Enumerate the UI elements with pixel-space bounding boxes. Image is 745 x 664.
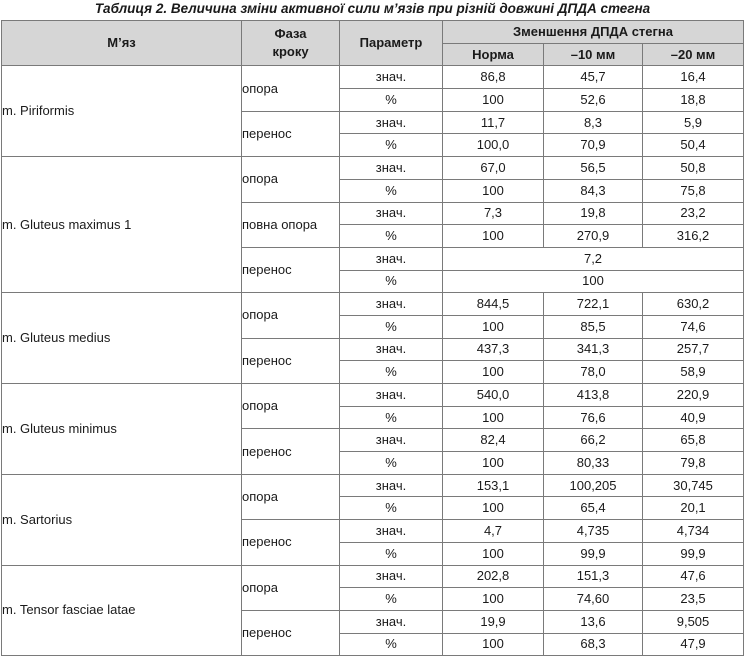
muscle-name: m. Gluteus maximus 1 — [2, 157, 242, 293]
param-label: знач. — [340, 247, 443, 270]
header-phase-line2: кроку — [272, 44, 309, 60]
value-minus20: 316,2 — [643, 225, 744, 248]
value-norm: 19,9 — [443, 610, 544, 633]
param-label: % — [340, 134, 443, 157]
value-minus10: 84,3 — [544, 179, 643, 202]
value-norm: 100 — [443, 406, 544, 429]
phase-name: опора — [242, 157, 340, 202]
value-minus10: 151,3 — [544, 565, 643, 588]
param-label: знач. — [340, 66, 443, 89]
value-minus20: 23,2 — [643, 202, 744, 225]
param-label: знач. — [340, 429, 443, 452]
value-minus20: 4,734 — [643, 520, 744, 543]
value-norm: 100 — [443, 633, 544, 656]
value-minus20: 630,2 — [643, 293, 744, 316]
value-minus10: 270,9 — [544, 225, 643, 248]
value-minus20: 30,745 — [643, 474, 744, 497]
value-minus20: 47,6 — [643, 565, 744, 588]
value-norm: 100 — [443, 179, 544, 202]
phase-name: перенос — [242, 247, 340, 292]
param-label: знач. — [340, 610, 443, 633]
param-label: знач. — [340, 474, 443, 497]
phase-name: перенос — [242, 610, 340, 655]
value-minus10: 45,7 — [544, 66, 643, 89]
header-norm: Норма — [443, 43, 544, 66]
value-minus20: 50,4 — [643, 134, 744, 157]
value-minus20: 23,5 — [643, 588, 744, 611]
value-norm: 100 — [443, 542, 544, 565]
table-row — [2, 474, 744, 497]
value-norm: 82,4 — [443, 429, 544, 452]
value-norm: 100 — [443, 361, 544, 384]
header-param: Параметр — [340, 21, 443, 66]
param-label: % — [340, 361, 443, 384]
muscle-name: m. Piriformis — [2, 66, 242, 157]
value-minus10: 70,9 — [544, 134, 643, 157]
value-minus10: 74,60 — [544, 588, 643, 611]
header-reduction-group: Зменшення ДПДА стегна — [443, 21, 744, 44]
value-minus20: 47,9 — [643, 633, 744, 656]
header-minus10: –10 мм — [544, 43, 643, 66]
value-minus10: 80,33 — [544, 452, 643, 475]
muscle-force-table — [1, 20, 744, 656]
param-label: знач. — [340, 293, 443, 316]
value-minus20: 79,8 — [643, 452, 744, 475]
value-minus10: 78,0 — [544, 361, 643, 384]
value-minus10: 68,3 — [544, 633, 643, 656]
phase-name: перенос — [242, 111, 340, 156]
param-label: % — [340, 633, 443, 656]
table-row — [2, 565, 744, 588]
value-norm: 7,3 — [443, 202, 544, 225]
phase-name: опора — [242, 293, 340, 338]
param-label: % — [340, 452, 443, 475]
value-minus10: 19,8 — [544, 202, 643, 225]
header-phase — [242, 21, 340, 66]
param-label: % — [340, 270, 443, 293]
value-norm: 100,0 — [443, 134, 544, 157]
phase-name: перенос — [242, 520, 340, 565]
value-minus20: 18,8 — [643, 89, 744, 112]
value-minus10: 13,6 — [544, 610, 643, 633]
value-norm: 100 — [443, 315, 544, 338]
value-minus10: 8,3 — [544, 111, 643, 134]
phase-name: перенос — [242, 338, 340, 383]
muscle-name: m. Gluteus medius — [2, 293, 242, 384]
merged-value-cell: 100 — [443, 270, 744, 293]
param-label: знач. — [340, 157, 443, 180]
value-minus10: 65,4 — [544, 497, 643, 520]
value-minus20: 20,1 — [643, 497, 744, 520]
value-minus10: 4,735 — [544, 520, 643, 543]
phase-name: опора — [242, 66, 340, 111]
value-minus20: 74,6 — [643, 315, 744, 338]
param-label: % — [340, 315, 443, 338]
value-minus10: 722,1 — [544, 293, 643, 316]
value-norm: 844,5 — [443, 293, 544, 316]
param-label: % — [340, 406, 443, 429]
param-label: % — [340, 588, 443, 611]
phase-name: перенос — [242, 429, 340, 474]
value-minus10: 99,9 — [544, 542, 643, 565]
value-minus20: 5,9 — [643, 111, 744, 134]
table-body — [2, 66, 744, 656]
value-norm: 100 — [443, 588, 544, 611]
value-minus20: 257,7 — [643, 338, 744, 361]
param-label: знач. — [340, 338, 443, 361]
value-minus20: 9,505 — [643, 610, 744, 633]
header-minus20: –20 мм — [643, 43, 744, 66]
value-norm: 4,7 — [443, 520, 544, 543]
value-minus10: 100,205 — [544, 474, 643, 497]
value-norm: 100 — [443, 225, 544, 248]
value-minus10: 56,5 — [544, 157, 643, 180]
param-label: знач. — [340, 202, 443, 225]
value-norm: 437,3 — [443, 338, 544, 361]
param-label: знач. — [340, 384, 443, 407]
merged-value-cell: 7,2 — [443, 247, 744, 270]
header-phase-line1: Фаза — [274, 26, 307, 42]
muscle-name: m. Tensor fasciae latae — [2, 565, 242, 656]
header-muscle: М’яз — [2, 21, 242, 66]
value-minus20: 220,9 — [643, 384, 744, 407]
value-minus20: 40,9 — [643, 406, 744, 429]
value-norm: 67,0 — [443, 157, 544, 180]
phase-name: повна опора — [242, 202, 340, 247]
value-norm: 540,0 — [443, 384, 544, 407]
value-minus10: 76,6 — [544, 406, 643, 429]
param-label: % — [340, 542, 443, 565]
value-minus10: 52,6 — [544, 89, 643, 112]
phase-name: опора — [242, 474, 340, 519]
param-label: % — [340, 179, 443, 202]
param-label: % — [340, 225, 443, 248]
value-minus20: 58,9 — [643, 361, 744, 384]
param-label: знач. — [340, 111, 443, 134]
value-norm: 202,8 — [443, 565, 544, 588]
table-caption: Таблиця 2. Величина зміни активної сили м’язів при різній довжині ДПДА стегна — [94, 1, 651, 16]
value-norm: 86,8 — [443, 66, 544, 89]
value-norm: 100 — [443, 497, 544, 520]
param-label: знач. — [340, 565, 443, 588]
value-minus20: 75,8 — [643, 179, 744, 202]
value-minus20: 16,4 — [643, 66, 744, 89]
value-minus10: 66,2 — [544, 429, 643, 452]
value-minus20: 50,8 — [643, 157, 744, 180]
param-label: знач. — [340, 520, 443, 543]
value-norm: 11,7 — [443, 111, 544, 134]
param-label: % — [340, 89, 443, 112]
param-label: % — [340, 497, 443, 520]
value-minus20: 65,8 — [643, 429, 744, 452]
muscle-name: m. Sartorius — [2, 474, 242, 565]
muscle-name: m. Gluteus minimus — [2, 384, 242, 475]
value-minus10: 341,3 — [544, 338, 643, 361]
table-row — [2, 293, 744, 316]
value-norm: 100 — [443, 89, 544, 112]
table-row — [2, 157, 744, 180]
phase-name: опора — [242, 384, 340, 429]
value-norm: 100 — [443, 452, 544, 475]
phase-name: опора — [242, 565, 340, 610]
table-row — [2, 66, 744, 89]
value-minus20: 99,9 — [643, 542, 744, 565]
table-row — [2, 384, 744, 407]
value-minus10: 413,8 — [544, 384, 643, 407]
value-norm: 153,1 — [443, 474, 544, 497]
value-minus10: 85,5 — [544, 315, 643, 338]
